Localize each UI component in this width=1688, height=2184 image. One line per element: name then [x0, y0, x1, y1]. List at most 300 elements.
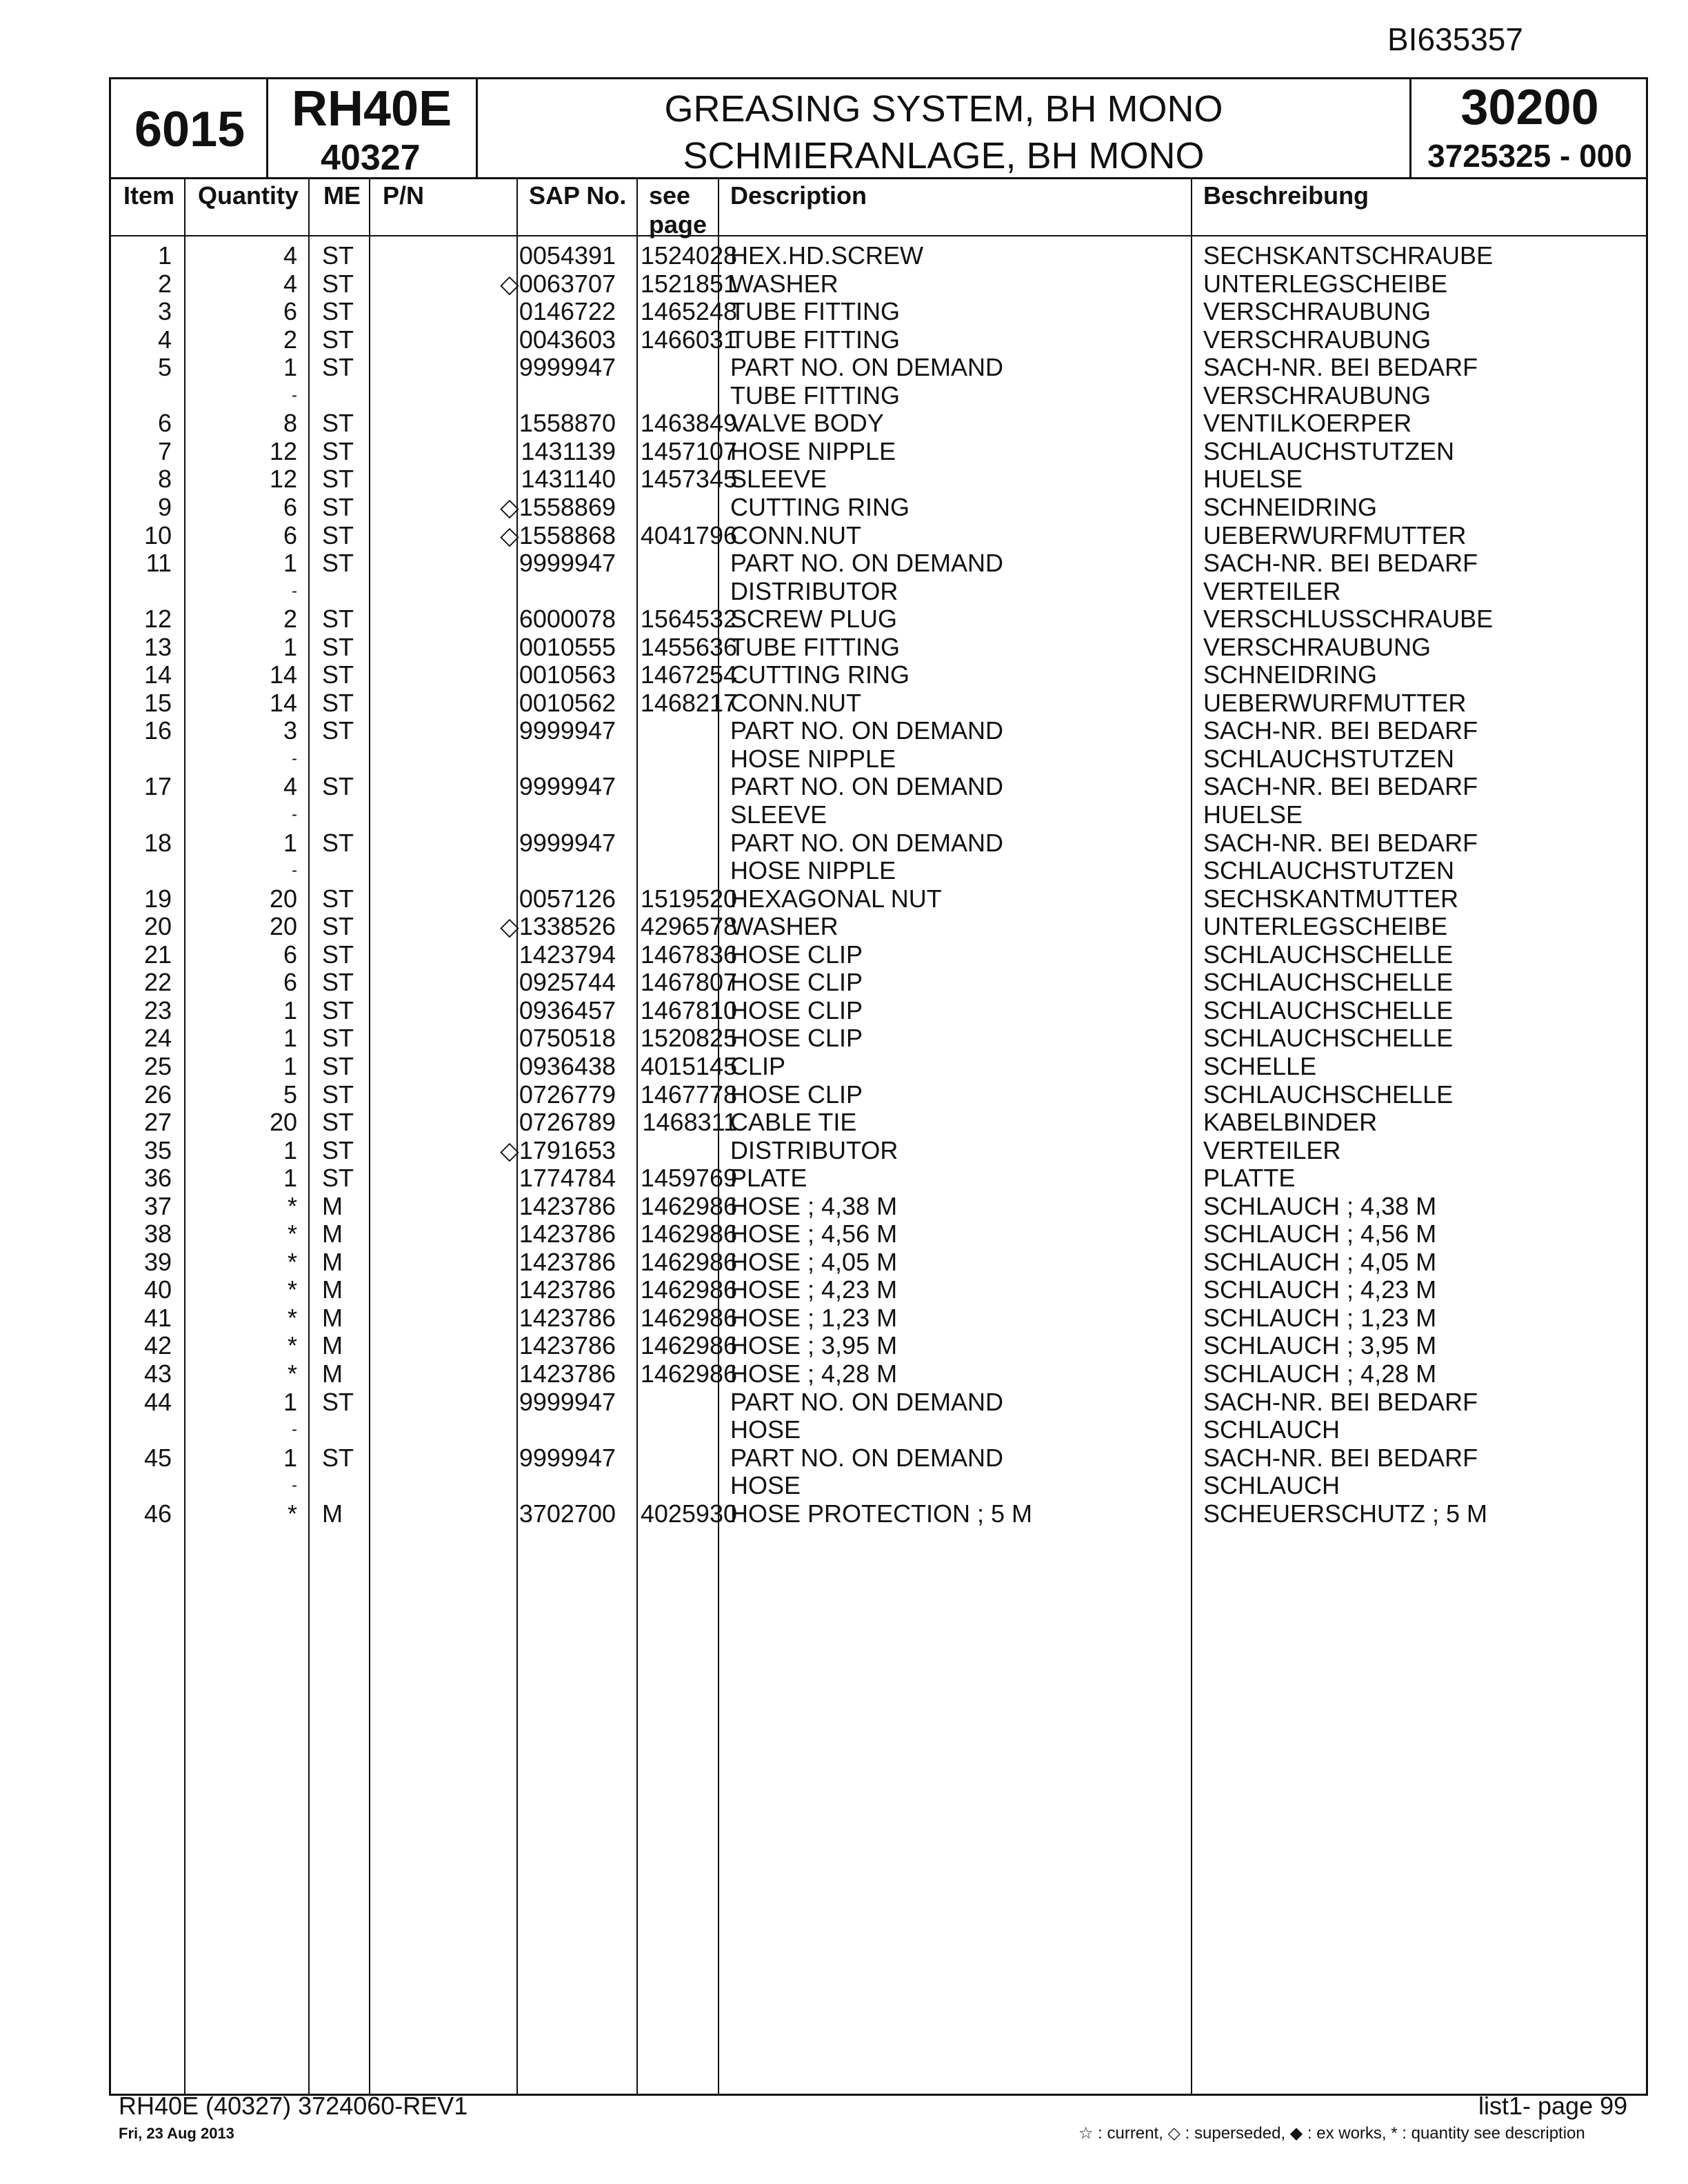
row-item: 12 [143, 605, 172, 634]
row-me: ST [322, 1387, 354, 1416]
row-pn: 1423786 [519, 1331, 616, 1360]
row-me: M [322, 1303, 343, 1332]
row-sap: 1521851 [640, 269, 737, 298]
row-description: TUBE FITTING [730, 632, 900, 661]
row-pn: 0750518 [519, 1024, 616, 1053]
table-row [111, 1276, 1646, 1304]
row-beschreibung: VERSCHRAUBUNG [1203, 297, 1431, 326]
row-pn: 0043603 [519, 325, 616, 354]
row-item: 11 [145, 549, 172, 578]
table-row [111, 969, 1646, 996]
row-pn: 1431139 [521, 436, 616, 465]
row-me: M [322, 1275, 343, 1304]
row-pn: 0936438 [519, 1051, 616, 1080]
row-quantity: 2 [283, 605, 297, 634]
row-item: 46 [143, 1499, 172, 1528]
table-row [111, 941, 1646, 969]
row-description: CLIP [730, 1051, 786, 1080]
table-row [111, 1109, 1646, 1136]
row-description: TUBE FITTING [730, 325, 900, 354]
row-me: ST [322, 353, 354, 382]
row-quantity: 4 [283, 241, 297, 270]
row-quantity: 4 [283, 772, 297, 801]
table-row [111, 1360, 1646, 1388]
row-quantity: 6 [283, 968, 297, 997]
row-me: M [322, 1359, 343, 1388]
row-beschreibung: VERSCHRAUBUNG [1203, 325, 1431, 354]
title-cell [478, 79, 1411, 177]
row-pn: ◇0063707 [500, 269, 616, 298]
row-me: ST [322, 1443, 354, 1472]
row-quantity: * [287, 1247, 297, 1276]
row-beschreibung: SACH-NR. BEI BEDARF [1203, 772, 1478, 801]
row-item: 39 [143, 1247, 172, 1276]
row-beschreibung: VERSCHRAUBUNG [1203, 381, 1431, 410]
row-description: PART NO. ON DEMAND [730, 772, 1004, 801]
table-row [111, 745, 1646, 773]
row-me: ST [322, 968, 354, 997]
row-pn: ◇1338526 [500, 912, 616, 941]
row-description: CUTTING RING [730, 660, 910, 689]
row-pn: 0054391 [519, 241, 616, 270]
title-english: GREASING SYSTEM, BH MONO [664, 88, 1223, 130]
row-quantity: 20 [269, 912, 297, 941]
table-row [111, 1164, 1646, 1192]
col-header-me: ME [323, 181, 361, 210]
row-pn: 0936457 [519, 995, 616, 1024]
row-beschreibung: SCHLAUCH ; 4,56 M [1203, 1220, 1437, 1248]
row-quantity: 1 [283, 1164, 297, 1193]
row-quantity: 3 [283, 716, 297, 745]
row-item: 27 [143, 1108, 172, 1137]
row-item: 8 [157, 465, 172, 494]
row-me: ST [322, 1135, 354, 1164]
row-item: 13 [143, 632, 172, 661]
row-beschreibung: UEBERWURFMUTTER [1203, 688, 1467, 717]
row-beschreibung: PLATTE [1203, 1164, 1296, 1193]
row-item: 41 [143, 1303, 172, 1332]
row-item: 17 [143, 772, 172, 801]
row-quantity: 12 [269, 436, 297, 465]
row-description: CUTTING RING [730, 492, 910, 521]
row-me: ST [322, 409, 354, 438]
row-beschreibung: VENTILKOERPER [1203, 409, 1412, 438]
row-description: DISTRIBUTOR [730, 576, 898, 605]
table-row [111, 326, 1646, 354]
row-description: HOSE ; 4,23 M [730, 1275, 898, 1304]
row-sap: 1467254 [640, 660, 737, 689]
row-beschreibung: SCHLAUCHSTUTZEN [1203, 436, 1455, 465]
row-item: 3 [157, 297, 172, 326]
table-row [111, 465, 1646, 493]
row-item: 36 [143, 1164, 172, 1193]
table-row [111, 270, 1646, 298]
table-row [111, 438, 1646, 465]
row-beschreibung: SCHLAUCH ; 1,23 M [1203, 1303, 1437, 1332]
table-row [111, 549, 1646, 577]
row-description: CONN.NUT [730, 688, 861, 717]
row-quantity: * [287, 1499, 297, 1528]
parts-list-table [109, 77, 1648, 2096]
row-item: 42 [143, 1331, 172, 1360]
row-description: HOSE [730, 1415, 801, 1444]
row-description: HOSE PROTECTION ; 5 M [730, 1499, 1033, 1528]
row-quantity: 6 [283, 520, 297, 549]
row-item: 18 [143, 828, 172, 857]
row-description: HOSE CLIP [730, 968, 863, 997]
row-quantity: * [287, 1303, 297, 1332]
row-quantity: 8 [283, 409, 297, 438]
row-pn: 1423786 [519, 1220, 616, 1248]
row-item: 1 [157, 241, 172, 270]
row-sap: 4015145 [640, 1051, 737, 1080]
row-beschreibung: UNTERLEGSCHEIBE [1203, 269, 1448, 298]
table-row [111, 1220, 1646, 1248]
row-quantity: 6 [283, 297, 297, 326]
table-row [111, 605, 1646, 633]
header-underline [111, 235, 1646, 236]
table-row [111, 298, 1646, 325]
row-sap: 1462986 [640, 1191, 737, 1220]
row-pn: 0726789 [519, 1108, 616, 1137]
col-header-see-page: see page [649, 181, 707, 239]
row-me: ST [322, 1080, 354, 1109]
row-sap: 1457107 [640, 436, 737, 465]
row-me: ST [322, 269, 354, 298]
row-quantity: - [292, 385, 297, 405]
row-description: WASHER [730, 912, 838, 941]
row-item: 7 [157, 436, 172, 465]
row-me: ST [322, 716, 354, 745]
row-item: 25 [143, 1051, 172, 1080]
row-description: PART NO. ON DEMAND [730, 828, 1004, 857]
table-row [111, 578, 1646, 605]
row-me: ST [322, 1024, 354, 1053]
row-description: SLEEVE [730, 800, 827, 829]
row-pn: 3702700 [519, 1499, 616, 1528]
row-quantity: - [292, 581, 297, 600]
table-row [111, 1193, 1646, 1220]
table-row [111, 885, 1646, 913]
table-row [111, 242, 1646, 270]
row-sap: 1455636 [640, 632, 737, 661]
row-beschreibung: SCHNEIDRING [1203, 492, 1378, 521]
row-item: 44 [143, 1387, 172, 1416]
row-sap: 1467807 [640, 968, 737, 997]
row-description: HOSE CLIP [730, 995, 863, 1024]
row-sap: 1467810 [640, 995, 737, 1024]
table-row [111, 661, 1646, 689]
row-description: HOSE CLIP [730, 940, 863, 969]
table-row [111, 1332, 1646, 1359]
row-quantity: * [287, 1275, 297, 1304]
row-beschreibung: SACH-NR. BEI BEDARF [1203, 1387, 1478, 1416]
row-quantity: * [287, 1191, 297, 1220]
table-row [111, 997, 1646, 1024]
row-me: ST [322, 632, 354, 661]
row-me: ST [322, 1164, 354, 1193]
row-description: HOSE NIPPLE [730, 744, 896, 773]
row-item: 19 [143, 884, 172, 913]
row-quantity: - [292, 749, 297, 768]
row-sap: 1467778 [640, 1080, 737, 1109]
row-beschreibung: SACH-NR. BEI BEDARF [1203, 1443, 1478, 1472]
row-me: ST [322, 660, 354, 689]
row-beschreibung: SCHLAUCHSCHELLE [1203, 1024, 1454, 1053]
row-sap: 1465248 [640, 297, 737, 326]
row-pn: 1423786 [519, 1275, 616, 1304]
row-beschreibung: SCHLAUCH ; 4,38 M [1203, 1191, 1437, 1220]
row-beschreibung: HUELSE [1203, 800, 1303, 829]
row-pn: ◇1558868 [500, 520, 616, 549]
row-me: ST [322, 688, 354, 717]
row-sap: 1462986 [640, 1331, 737, 1360]
row-quantity: 1 [283, 995, 297, 1024]
row-description: TUBE FITTING [730, 381, 900, 410]
row-quantity: 14 [269, 660, 297, 689]
row-item: 21 [143, 940, 172, 969]
row-me: ST [322, 828, 354, 857]
col-header-pn: P/N [383, 181, 425, 210]
col-header-item: Item [123, 181, 175, 210]
row-description: HOSE ; 4,56 M [730, 1220, 898, 1248]
row-pn: 6000078 [519, 605, 616, 634]
row-quantity: 6 [283, 940, 297, 969]
row-item: 2 [157, 269, 172, 298]
row-pn: 1423786 [519, 1303, 616, 1332]
row-quantity: 1 [283, 353, 297, 382]
row-description: HOSE CLIP [730, 1024, 863, 1053]
row-sap: 1462986 [640, 1275, 737, 1304]
row-pn: 1423794 [519, 940, 616, 969]
row-pn: 0925744 [519, 968, 616, 997]
row-me: ST [322, 325, 354, 354]
row-sap: 1564532 [640, 605, 737, 634]
row-beschreibung: VERSCHLUSSCHRAUBE [1203, 605, 1494, 634]
row-me: M [322, 1499, 343, 1528]
row-beschreibung: SACH-NR. BEI BEDARF [1203, 549, 1478, 578]
row-me: M [322, 1191, 343, 1220]
col-header-quantity: Quantity [198, 181, 299, 210]
row-pn: 0146722 [519, 297, 616, 326]
row-me: ST [322, 492, 354, 521]
row-pn: 1431140 [521, 465, 616, 494]
footer-date: Fri, 23 Aug 2013 [119, 2125, 234, 2142]
table-row [111, 801, 1646, 829]
table-row [111, 1472, 1646, 1499]
row-me: ST [322, 1108, 354, 1137]
row-beschreibung: SCHNEIDRING [1203, 660, 1378, 689]
row-me: ST [322, 549, 354, 578]
row-pn: 0057126 [519, 884, 616, 913]
row-sap: 1457345 [640, 465, 737, 494]
row-quantity: - [292, 1420, 297, 1439]
row-quantity: 1 [283, 1051, 297, 1080]
model-name: RH40E [292, 81, 452, 136]
row-me: ST [322, 940, 354, 969]
table-row [111, 522, 1646, 549]
row-quantity: 14 [269, 688, 297, 717]
table-row [111, 1388, 1646, 1416]
row-description: PART NO. ON DEMAND [730, 716, 1004, 745]
row-beschreibung: SCHLAUCH [1203, 1415, 1340, 1444]
table-row [111, 773, 1646, 800]
row-description: PART NO. ON DEMAND [730, 1387, 1004, 1416]
row-quantity: - [292, 861, 297, 880]
footer-legend: ☆ : current, ◇ : superseded, ◆ : ex works, * : quantity see description [1078, 2124, 1585, 2143]
row-quantity: 20 [269, 1108, 297, 1137]
row-me: ST [322, 912, 354, 941]
row-pn: 1423786 [519, 1247, 616, 1276]
row-sap: 1520825 [640, 1024, 737, 1053]
table-row [111, 382, 1646, 410]
row-description: WASHER [730, 269, 838, 298]
table-row [111, 717, 1646, 745]
row-quantity: 2 [283, 325, 297, 354]
row-pn: 9999947 [519, 772, 616, 801]
row-pn: 0010563 [519, 660, 616, 689]
table-row [111, 1053, 1646, 1080]
row-beschreibung: SCHLAUCH ; 4,23 M [1203, 1275, 1437, 1304]
row-item: 40 [143, 1275, 172, 1304]
table-row [111, 1248, 1646, 1276]
row-quantity: 1 [283, 1387, 297, 1416]
row-me: M [322, 1220, 343, 1248]
header-block [111, 79, 1646, 179]
row-quantity: 5 [283, 1080, 297, 1109]
row-item: 15 [143, 688, 172, 717]
row-pn: 0010562 [519, 688, 616, 717]
row-pn: 1423786 [519, 1359, 616, 1388]
table-row [111, 1416, 1646, 1444]
row-quantity: 1 [283, 632, 297, 661]
row-me: ST [322, 465, 354, 494]
row-sap: 1466031 [640, 325, 737, 354]
row-beschreibung: SCHLAUCH ; 4,05 M [1203, 1247, 1437, 1276]
row-quantity: 1 [283, 1024, 297, 1053]
row-beschreibung: VERTEILER [1203, 576, 1341, 605]
row-beschreibung: SCHEUERSCHUTZ ; 5 M [1203, 1499, 1488, 1528]
row-description: CABLE TIE [730, 1108, 857, 1137]
row-pn: ◇1558869 [500, 492, 616, 521]
row-sap: 1462986 [640, 1303, 737, 1332]
row-item: 43 [143, 1359, 172, 1388]
row-pn: 1558870 [519, 409, 616, 438]
row-sap: 1468217 [640, 688, 737, 717]
row-beschreibung: SCHLAUCHSCHELLE [1203, 995, 1454, 1024]
row-description: HOSE [730, 1471, 801, 1500]
row-description: PART NO. ON DEMAND [730, 1443, 1004, 1472]
row-description: HOSE ; 1,23 M [730, 1303, 898, 1332]
row-pn: 0726779 [519, 1080, 616, 1109]
row-item: 22 [143, 968, 172, 997]
row-description: HOSE NIPPLE [730, 436, 896, 465]
row-quantity: * [287, 1359, 297, 1388]
row-quantity: * [287, 1220, 297, 1248]
footer-document-ref: RH40E (40327) 3724060-REV1 [119, 2092, 468, 2120]
row-pn: 9999947 [519, 716, 616, 745]
row-sap: 1524028 [640, 241, 737, 270]
row-description: HOSE ; 3,95 M [730, 1331, 898, 1360]
row-item: 4 [157, 325, 172, 354]
row-beschreibung: SCHLAUCH [1203, 1471, 1340, 1500]
row-me: ST [322, 605, 354, 634]
model-number: 40327 [321, 138, 421, 178]
row-pn: ◇1791653 [500, 1135, 616, 1164]
row-beschreibung: KABELBINDER [1203, 1108, 1378, 1137]
row-item: 38 [143, 1220, 172, 1248]
row-me: M [322, 1331, 343, 1360]
row-quantity: 4 [283, 269, 297, 298]
table-row [111, 1024, 1646, 1052]
row-me: ST [322, 520, 354, 549]
row-item: 9 [157, 492, 172, 521]
row-sap: 1519520 [640, 884, 737, 913]
row-description: HEX.HD.SCREW [730, 241, 924, 270]
row-beschreibung: SCHLAUCHSCHELLE [1203, 1080, 1454, 1109]
row-sap: 1459769 [640, 1164, 737, 1193]
row-description: SCREW PLUG [730, 605, 898, 634]
footer-page-number: list1- page 99 [1478, 2092, 1628, 2120]
table-row [111, 689, 1646, 717]
row-me: ST [322, 436, 354, 465]
table-row [111, 1137, 1646, 1164]
row-item: 23 [143, 995, 172, 1024]
row-description: PART NO. ON DEMAND [730, 549, 1004, 578]
row-description: TUBE FITTING [730, 297, 900, 326]
assembly-number: 30200 [1460, 80, 1599, 135]
title-german: SCHMIERANLAGE, BH MONO [683, 135, 1205, 176]
row-quantity: - [292, 1476, 297, 1495]
row-beschreibung: SECHSKANTMUTTER [1203, 884, 1459, 913]
row-quantity: 6 [283, 492, 297, 521]
row-pn: 1774784 [519, 1164, 616, 1193]
table-row [111, 857, 1646, 884]
row-sap: 4041796 [640, 520, 737, 549]
row-item: 35 [143, 1135, 172, 1164]
row-beschreibung: SCHLAUCHSCHELLE [1203, 968, 1454, 997]
model-cell [268, 79, 478, 177]
table-row [111, 354, 1646, 381]
row-beschreibung: SCHLAUCHSTUTZEN [1203, 856, 1455, 885]
col-header-beschreibung: Beschreibung [1203, 181, 1369, 210]
row-beschreibung: SCHELLE [1203, 1051, 1317, 1080]
row-beschreibung: SACH-NR. BEI BEDARF [1203, 716, 1478, 745]
row-quantity: 1 [283, 1135, 297, 1164]
row-sap: 1463849 [640, 409, 737, 438]
row-me: M [322, 1247, 343, 1276]
row-description: DISTRIBUTOR [730, 1135, 898, 1164]
row-quantity: 1 [283, 828, 297, 857]
row-beschreibung: SECHSKANTSCHRAUBE [1203, 241, 1494, 270]
row-sap: 1462986 [640, 1359, 737, 1388]
row-sap: 1462986 [640, 1220, 737, 1248]
table-row [111, 1444, 1646, 1472]
table-row [111, 1500, 1646, 1528]
table-row [111, 410, 1646, 437]
group-number-cell [111, 79, 268, 177]
row-description: HEXAGONAL NUT [730, 884, 942, 913]
row-description: CONN.NUT [730, 520, 861, 549]
row-item: 14 [143, 660, 172, 689]
row-sap: 4025930 [640, 1499, 737, 1528]
assembly-number-cell [1411, 79, 1648, 177]
row-sap: 1467836 [640, 940, 737, 969]
row-sap: 1468311 [642, 1108, 737, 1137]
row-quantity: - [292, 805, 297, 824]
row-beschreibung: UEBERWURFMUTTER [1203, 520, 1467, 549]
row-item: 16 [143, 716, 172, 745]
